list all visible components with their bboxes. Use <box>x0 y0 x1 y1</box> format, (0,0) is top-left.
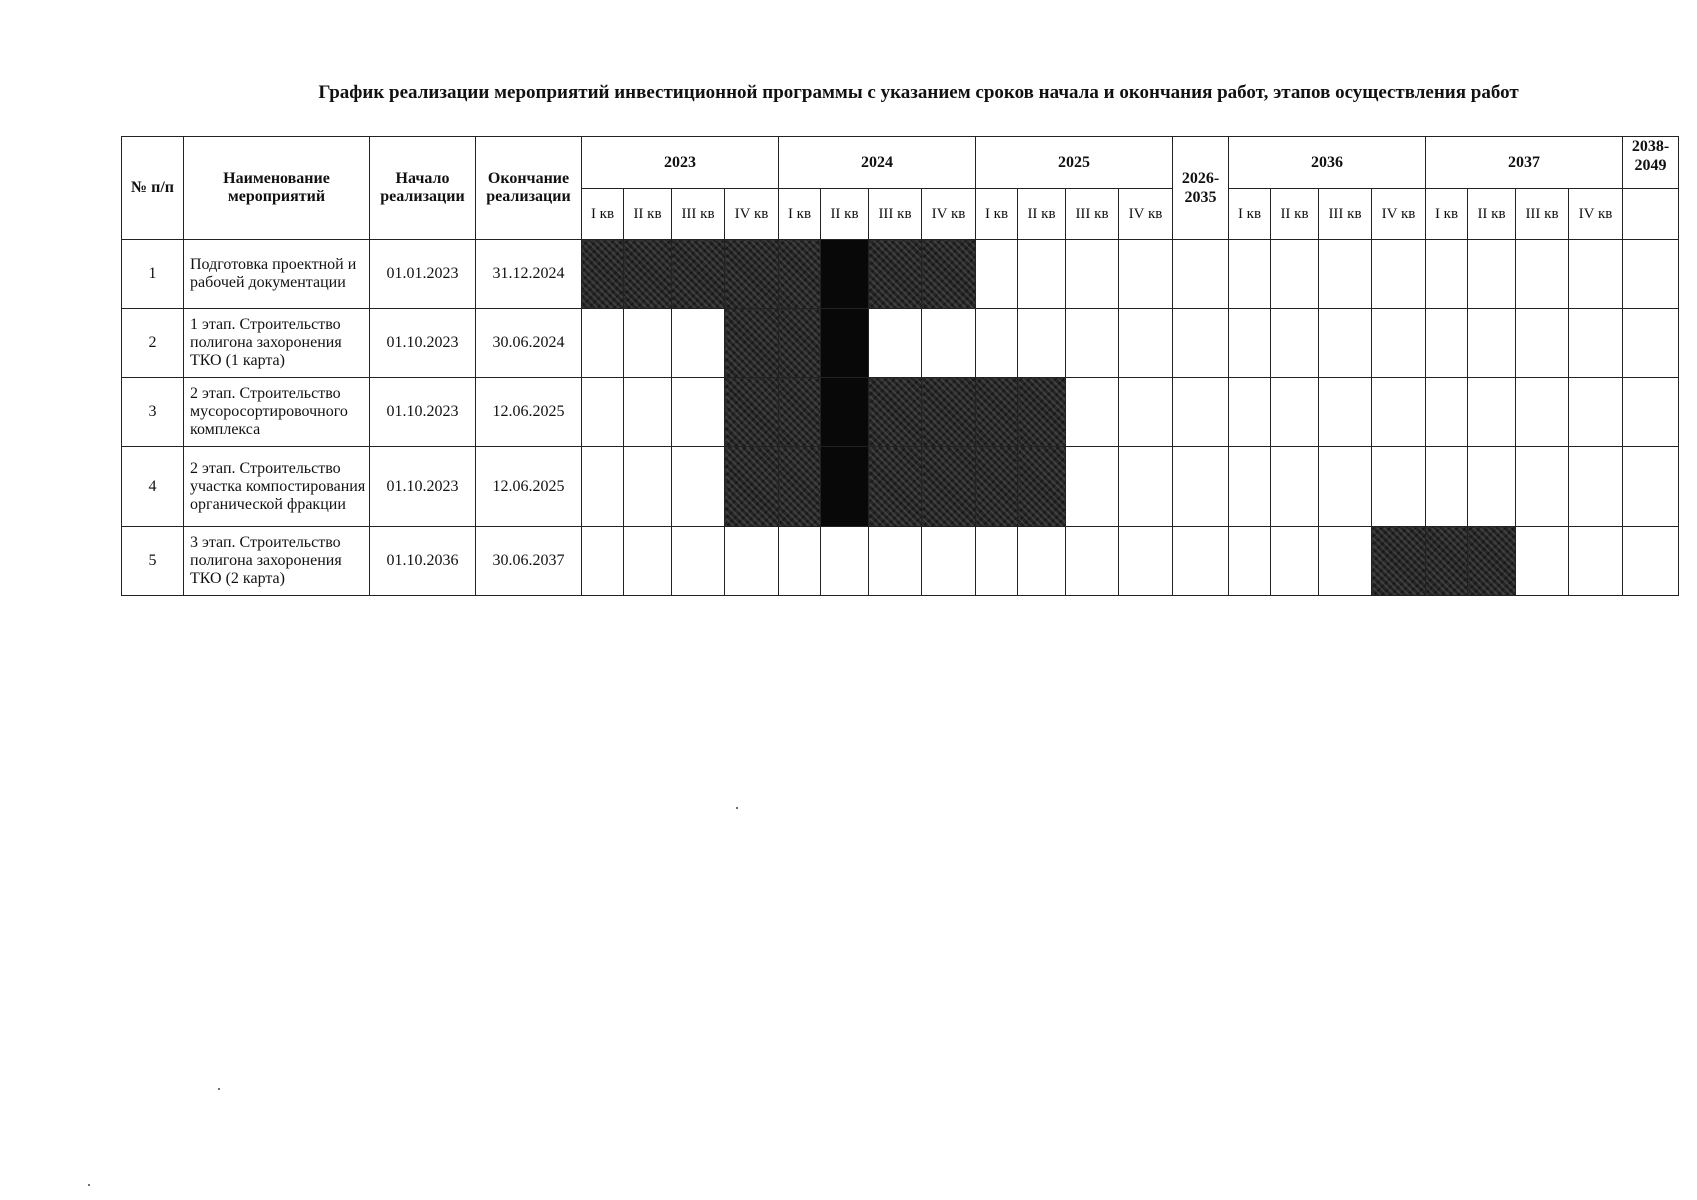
table-row <box>122 378 1679 447</box>
gantt-empty-cell <box>1066 240 1119 309</box>
gantt-empty-cell <box>1319 527 1372 596</box>
gantt-empty-cell <box>1173 240 1229 309</box>
gantt-bar-cell <box>582 240 624 309</box>
gantt-empty-cell <box>1623 240 1679 309</box>
gantt-empty-cell <box>624 309 672 378</box>
gantt-bar-cell <box>869 378 922 447</box>
gantt-bar-cell <box>1018 447 1066 527</box>
row-end-date: 12.06.2025 <box>476 378 582 447</box>
gantt-empty-cell <box>1569 447 1623 527</box>
gantt-empty-cell <box>582 309 624 378</box>
gantt-empty-cell <box>1516 240 1569 309</box>
col-header-name: Наименование мероприятий <box>184 137 370 240</box>
quarter-header: II кв <box>821 189 869 240</box>
row-end-date: 12.06.2025 <box>476 447 582 527</box>
quarter-header: I кв <box>1426 189 1468 240</box>
row-num: 4 <box>122 447 184 527</box>
quarter-header: III кв <box>869 189 922 240</box>
year-header: 2038-2049 <box>1623 137 1679 189</box>
year-header: 2025 <box>976 137 1173 189</box>
col-header-num: № п/п <box>122 137 184 240</box>
gantt-empty-cell <box>1372 309 1426 378</box>
gantt-bar-cell <box>821 447 869 527</box>
gantt-empty-cell <box>1271 240 1319 309</box>
gantt-bar-cell <box>869 447 922 527</box>
quarter-header-empty <box>1623 189 1679 240</box>
gantt-empty-cell <box>1623 378 1679 447</box>
gantt-bar-cell <box>1018 378 1066 447</box>
gantt-empty-cell <box>821 527 869 596</box>
gantt-empty-cell <box>1516 309 1569 378</box>
page-title: График реализации мероприятий инвестиционной программы с указанием сроков начала и окончания работ, этапов осуществления работ <box>318 82 1519 103</box>
gantt-empty-cell <box>1426 309 1468 378</box>
gantt-empty-cell <box>1066 378 1119 447</box>
quarter-header: II кв <box>624 189 672 240</box>
gantt-empty-cell <box>869 309 922 378</box>
gantt-empty-cell <box>1319 240 1372 309</box>
row-name: 3 этап. Строительство полигона захоронения ТКО (2 карта) <box>184 527 370 596</box>
gantt-empty-cell <box>1018 240 1066 309</box>
gantt-empty-cell <box>1468 309 1516 378</box>
gantt-empty-cell <box>672 447 725 527</box>
gantt-empty-cell <box>1173 527 1229 596</box>
gantt-bar-cell <box>624 240 672 309</box>
year-header: 2024 <box>779 137 976 189</box>
gantt-empty-cell <box>725 527 779 596</box>
table-row <box>122 447 1679 527</box>
gantt-empty-cell <box>624 447 672 527</box>
gantt-empty-cell <box>1569 240 1623 309</box>
gantt-bar-cell <box>922 447 976 527</box>
gantt-empty-cell <box>1372 447 1426 527</box>
row-name: Подготовка проектной и рабочей документации <box>184 240 370 309</box>
gantt-empty-cell <box>1516 527 1569 596</box>
row-start-date: 01.10.2023 <box>370 309 476 378</box>
row-end-date: 31.12.2024 <box>476 240 582 309</box>
gantt-empty-cell <box>1319 378 1372 447</box>
schedule-table <box>121 136 1679 596</box>
gantt-empty-cell <box>1066 527 1119 596</box>
gantt-empty-cell <box>869 527 922 596</box>
gantt-empty-cell <box>779 527 821 596</box>
gantt-empty-cell <box>1229 309 1271 378</box>
row-num: 2 <box>122 309 184 378</box>
quarter-header: II кв <box>1468 189 1516 240</box>
gantt-bar-cell <box>821 309 869 378</box>
gantt-bar-cell <box>922 240 976 309</box>
gantt-empty-cell <box>1372 240 1426 309</box>
row-start-date: 01.10.2023 <box>370 378 476 447</box>
row-name: 2 этап. Строительство участка компостирования органической фракции <box>184 447 370 527</box>
row-start-date: 01.10.2023 <box>370 447 476 527</box>
gantt-bar-cell <box>672 240 725 309</box>
gantt-bar-cell <box>821 240 869 309</box>
gantt-empty-cell <box>1119 447 1173 527</box>
gantt-empty-cell <box>1018 309 1066 378</box>
gantt-empty-cell <box>1623 309 1679 378</box>
col-header-end: Окончание реализации <box>476 137 582 240</box>
header-row-years <box>122 137 1679 189</box>
scan-speck <box>736 807 738 809</box>
gantt-empty-cell <box>672 309 725 378</box>
quarter-header: IV кв <box>1372 189 1426 240</box>
gantt-bar-cell <box>1468 527 1516 596</box>
gantt-empty-cell <box>1119 309 1173 378</box>
gantt-empty-cell <box>1229 378 1271 447</box>
quarter-header: III кв <box>672 189 725 240</box>
gantt-bar-cell <box>779 240 821 309</box>
gantt-empty-cell <box>1516 447 1569 527</box>
gantt-empty-cell <box>624 378 672 447</box>
gantt-empty-cell <box>1319 447 1372 527</box>
gantt-empty-cell <box>624 527 672 596</box>
gantt-empty-cell <box>976 240 1018 309</box>
gantt-bar-cell <box>821 378 869 447</box>
table-row <box>122 309 1679 378</box>
scan-speck <box>218 1088 220 1090</box>
quarter-header: I кв <box>1229 189 1271 240</box>
gantt-empty-cell <box>1468 378 1516 447</box>
row-end-date: 30.06.2024 <box>476 309 582 378</box>
row-num: 1 <box>122 240 184 309</box>
quarter-header: IV кв <box>725 189 779 240</box>
row-num: 3 <box>122 378 184 447</box>
table-row <box>122 527 1679 596</box>
gantt-bar-cell <box>779 447 821 527</box>
gantt-empty-cell <box>1119 378 1173 447</box>
row-name: 1 этап. Строительство полигона захоронения ТКО (1 карта) <box>184 309 370 378</box>
gantt-empty-cell <box>922 527 976 596</box>
gantt-bar-cell <box>869 240 922 309</box>
quarter-header: II кв <box>1271 189 1319 240</box>
gantt-empty-cell <box>1173 378 1229 447</box>
gantt-empty-cell <box>1468 447 1516 527</box>
quarter-header: I кв <box>582 189 624 240</box>
row-start-date: 01.10.2036 <box>370 527 476 596</box>
quarter-header: III кв <box>1319 189 1372 240</box>
gantt-bar-cell <box>725 447 779 527</box>
quarter-header: II кв <box>1018 189 1066 240</box>
gantt-bar-cell <box>976 447 1018 527</box>
year-header: 2036 <box>1229 137 1426 189</box>
gantt-empty-cell <box>1066 309 1119 378</box>
gantt-empty-cell <box>672 527 725 596</box>
year-header: 2026-2035 <box>1173 137 1229 240</box>
gantt-empty-cell <box>976 527 1018 596</box>
gantt-empty-cell <box>672 378 725 447</box>
gantt-empty-cell <box>1372 378 1426 447</box>
gantt-empty-cell <box>1569 378 1623 447</box>
gantt-empty-cell <box>922 309 976 378</box>
gantt-empty-cell <box>582 447 624 527</box>
row-end-date: 30.06.2037 <box>476 527 582 596</box>
gantt-empty-cell <box>1271 378 1319 447</box>
gantt-bar-cell <box>1426 527 1468 596</box>
quarter-header: IV кв <box>1119 189 1173 240</box>
gantt-empty-cell <box>1271 447 1319 527</box>
table-row <box>122 240 1679 309</box>
gantt-bar-cell <box>779 378 821 447</box>
quarter-header: IV кв <box>1569 189 1623 240</box>
gantt-empty-cell <box>1271 309 1319 378</box>
gantt-empty-cell <box>1173 309 1229 378</box>
gantt-empty-cell <box>1119 527 1173 596</box>
year-header: 2023 <box>582 137 779 189</box>
row-name: 2 этап. Строительство мусоросортировочного комплекса <box>184 378 370 447</box>
gantt-empty-cell <box>1319 309 1372 378</box>
row-num: 5 <box>122 527 184 596</box>
gantt-empty-cell <box>1229 447 1271 527</box>
col-header-start: Начало реализации <box>370 137 476 240</box>
gantt-empty-cell <box>1569 309 1623 378</box>
year-header: 2037 <box>1426 137 1623 189</box>
gantt-empty-cell <box>1173 447 1229 527</box>
gantt-empty-cell <box>1569 527 1623 596</box>
gantt-empty-cell <box>1018 527 1066 596</box>
gantt-empty-cell <box>1229 527 1271 596</box>
gantt-empty-cell <box>1426 447 1468 527</box>
gantt-empty-cell <box>582 378 624 447</box>
gantt-bar-cell <box>922 378 976 447</box>
gantt-empty-cell <box>1623 527 1679 596</box>
row-start-date: 01.01.2023 <box>370 240 476 309</box>
quarter-header: I кв <box>976 189 1018 240</box>
gantt-empty-cell <box>1623 447 1679 527</box>
gantt-empty-cell <box>1468 240 1516 309</box>
gantt-empty-cell <box>1426 240 1468 309</box>
gantt-bar-cell <box>725 309 779 378</box>
gantt-empty-cell <box>976 309 1018 378</box>
gantt-empty-cell <box>1271 527 1319 596</box>
gantt-bar-cell <box>976 378 1018 447</box>
gantt-bar-cell <box>725 378 779 447</box>
gantt-empty-cell <box>1516 378 1569 447</box>
quarter-header: III кв <box>1516 189 1569 240</box>
scan-speck <box>88 1184 90 1186</box>
quarter-header: III кв <box>1066 189 1119 240</box>
gantt-empty-cell <box>582 527 624 596</box>
quarter-header: I кв <box>779 189 821 240</box>
gantt-empty-cell <box>1066 447 1119 527</box>
gantt-empty-cell <box>1229 240 1271 309</box>
gantt-bar-cell <box>779 309 821 378</box>
gantt-bar-cell <box>1372 527 1426 596</box>
gantt-empty-cell <box>1119 240 1173 309</box>
quarter-header: IV кв <box>922 189 976 240</box>
gantt-empty-cell <box>1426 378 1468 447</box>
gantt-bar-cell <box>725 240 779 309</box>
